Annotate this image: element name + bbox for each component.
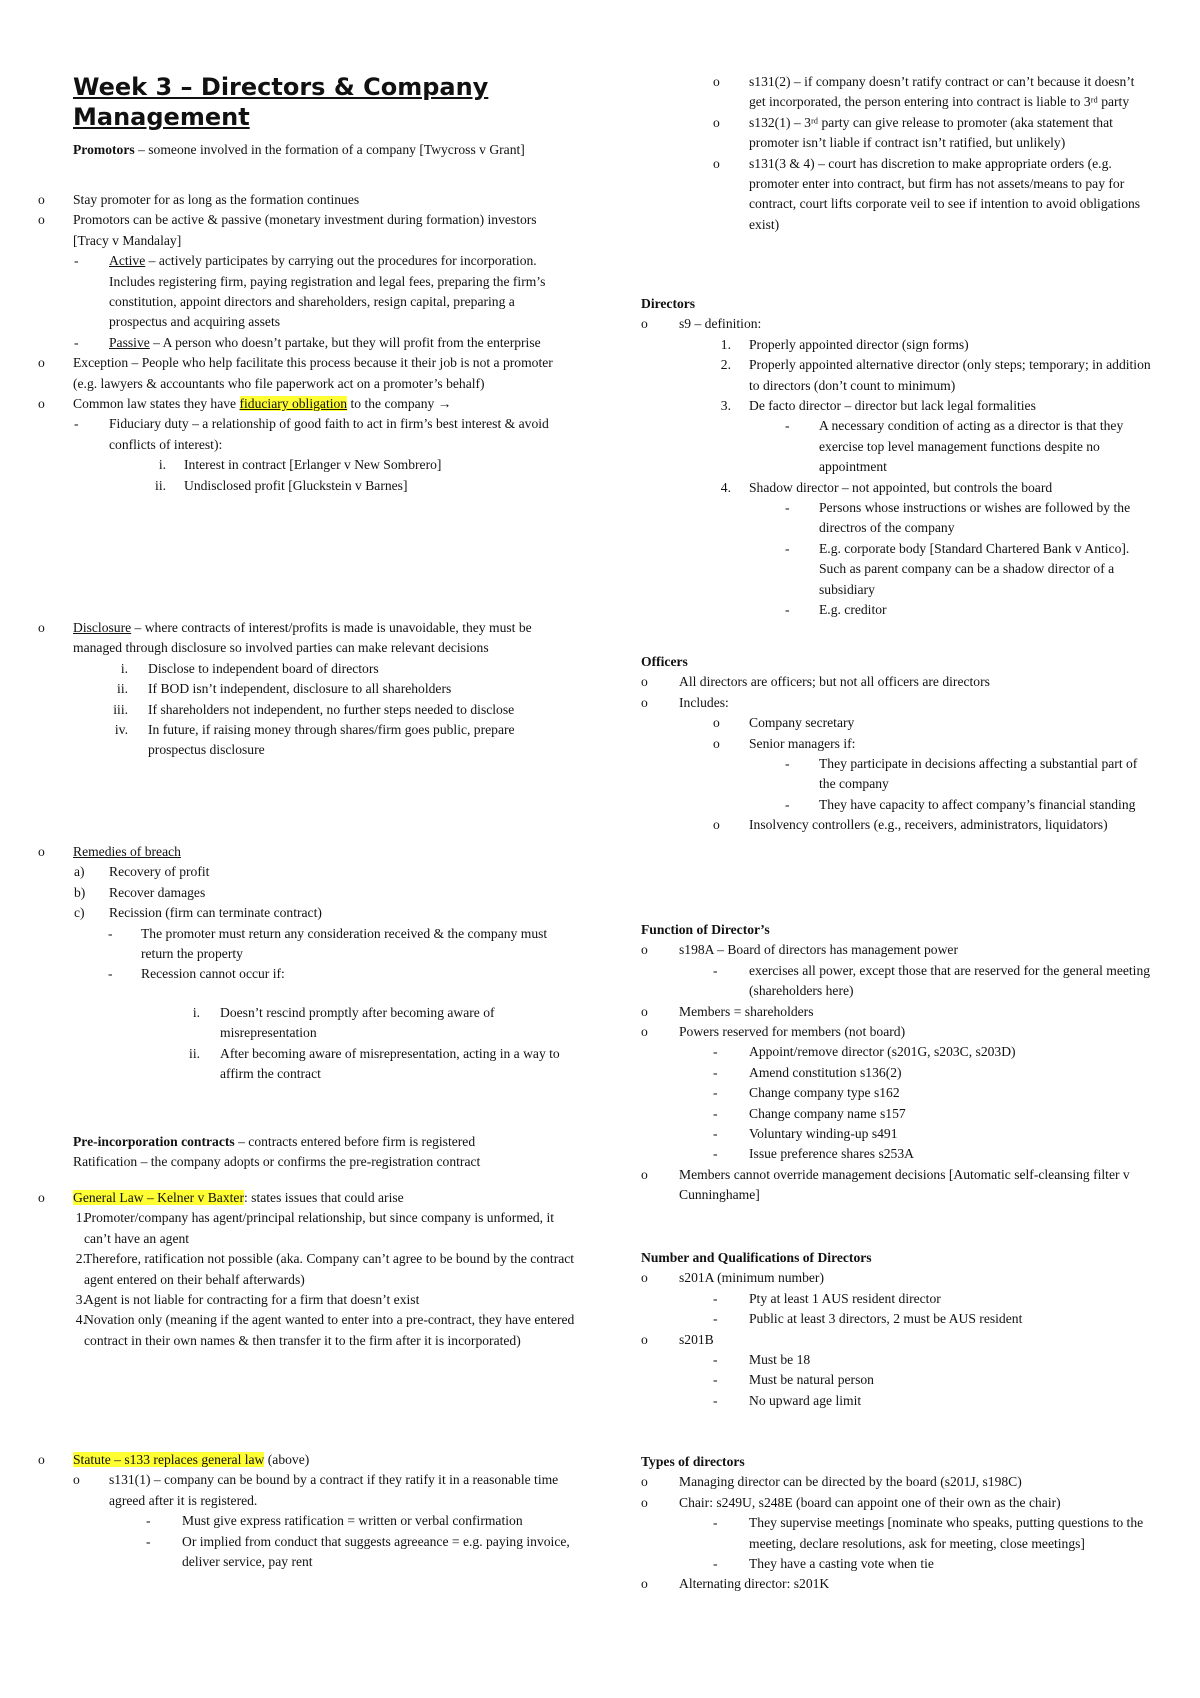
function-section [641,920,1151,1206]
dash-bullet-icon: - [74,253,79,269]
list-item: 2. Therefore, ratification not possible (aka. Company can’t agree to be bound by the contract agent entered on their behalf afterwards) [75,1251,575,1287]
circle-bullet-icon: o [713,114,720,130]
dash-bullet-icon: - [713,1290,718,1306]
circle-bullet-icon: o [641,1494,648,1510]
list-item: 3. Agent is not liable for contracting for a firm that doesn’t exist [75,1292,420,1308]
dash-bullet-icon: - [108,925,113,941]
statute-continued-list [641,72,1151,235]
list-item: o Members = shareholders [641,1002,1151,1022]
promotors-section [73,140,573,160]
directors-section [641,294,1151,621]
number-qualifications-list [641,1268,1151,1411]
circle-bullet-icon: o [38,355,45,371]
dash-bullet-icon: - [74,416,79,432]
dash-bullet-icon: - [146,1533,151,1549]
list-item: - exercises all power, except those that are reserved for the general meeting (shareholders here) [713,962,1151,999]
list-item: - They have a casting vote when tie [641,1554,1151,1574]
circle-bullet-icon: o [713,74,720,89]
circle-bullet-icon: o [38,396,45,412]
list-item: o General Law – Kelner v Baxter: states issues that could arise [0,1188,575,1208]
list-item: 4. Shadow director – not appointed, but controls the board [720,479,1053,495]
list-item: ii. After becoming aware of misrepresentation, acting in a way to affirm the contract [189,1045,560,1082]
list-item: o s201A (minimum number) [641,1268,1151,1288]
circle-bullet-icon: o [641,316,648,332]
list-item: - Voluntary winding-up s491 [641,1124,1151,1144]
list-item: o Disclosure – where contracts of interest/profits is made is unavoidable, they must be managed through disclosure so involved parties can make relevant decisions [38,620,532,656]
list-item: - Must be 18 [641,1350,1151,1370]
list-item: - Fiduciary duty – a relationship of good faith to act in firm’s best interest & avoid conflicts of interest): [74,416,549,452]
list-item: o Promotors can be active & passive (monetary investment during formation) investors [Tracy v Mandalay] [38,212,537,248]
officers-list [641,672,1151,835]
pre-incorporation-heading: Pre-incorporation contracts [73,1134,235,1149]
list-item: - The promoter must return any consideration received & the company must return the property [108,925,548,962]
list-item: - Passive – A person who doesn’t partake, but they will profit from the enterprise [0,333,575,353]
disclosure-list [0,618,575,761]
list-item: - Public at least 3 directors, 2 must be AUS resident [641,1309,1151,1329]
dash-bullet-icon: - [785,796,790,812]
list-item: o s131(1) – company can be bound by a contract if they ratify it in a reasonable time agreed after it is registered. [73,1472,559,1508]
dash-bullet-icon: - [713,1352,718,1368]
circle-bullet-icon: o [641,1474,648,1490]
list-item: - They participate in decisions affecting a substantial part of the company [785,756,1138,792]
list-item: 1. Promoter/company has agent/principal relationship, but since company is unformed, it can’t have an agent [75,1210,555,1246]
list-item: 3. De facto director – director but lack legal formalities [720,398,1036,414]
dash-bullet-icon: - [713,1372,718,1388]
list-item: iv. In future, if raising money through shares/firm goes public, prepare prospectus disclosure [114,722,515,758]
circle-bullet-icon: o [641,674,648,690]
list-item: - Issue preference shares s253A [641,1144,1151,1164]
list-item: - Change company type s162 [641,1083,1151,1103]
dash-bullet-icon: - [785,500,790,516]
list-item: - They supervise meetings [nominate who speaks, putting questions to the meeting, declare resolutions, ask for meeting, close meetings] [713,1515,1144,1551]
number-qualifications-section [641,1248,1151,1411]
circle-bullet-icon: o [713,817,720,833]
officers-heading: Officers [641,654,688,669]
list-item: i. Doesn’t rescind promptly after becoming aware of misrepresentation [192,1004,495,1041]
list-item: i. Interest in contract [Erlanger v New Sombrero] [158,457,442,473]
list-item: 2. Properly appointed alternative director (only steps; temporary; in addition to directors (don’t count to minimum) [720,357,1151,393]
types-section [641,1452,1151,1595]
list-item: o s201B [641,1330,1151,1350]
dash-bullet-icon: - [785,756,790,772]
list-item: o Members cannot override management decisions [Automatic self-cleansing filter v Cunninghame] [641,1166,1130,1203]
remedies-list [0,842,575,1084]
function-list [641,940,1151,1205]
circle-bullet-icon: o [713,715,720,731]
list-item: o s131(3 & 4) – court has discretion to make appropriate orders (e.g. promoter enter into contract, but firm has not assets/means to pay for contract, court lifts corporate veil to see if intention to avoid obligations exist) [713,155,1141,232]
number-qualifications-heading: Number and Qualifications of Directors [641,1250,872,1265]
list-item: o Company secretary [641,713,1151,733]
dash-bullet-icon: - [713,1556,718,1572]
list-item: - E.g. creditor [641,600,1151,620]
list-item: o Includes: [641,693,1151,713]
list-item: - Persons whose instructions or wishes are followed by the directros of the company [785,500,1131,536]
dash-bullet-icon: - [146,1513,151,1529]
list-item: c) Recission (firm can terminate contract) [74,905,322,921]
general-law-highlight: General Law – Kelner v Baxter [73,1190,244,1205]
list-item: o Common law states they have fiduciary obligation to the company → [0,394,575,414]
list-item: - Must give express ratification = written or verbal confirmation [0,1511,575,1531]
dash-bullet-icon: - [74,334,79,350]
general-law-list [0,1188,575,1351]
dash-bullet-icon: - [713,1515,718,1531]
ratification-text: Ratification – the company adopts or confirms the pre-registration contract [73,1154,481,1170]
circle-bullet-icon: o [73,1472,80,1488]
pre-incorporation-section: Pre-incorporation contracts – contracts entered before firm is registered Ratification – the company adopts or confirms the pre-registration contract [73,1132,573,1173]
dash-bullet-icon: - [713,1311,718,1327]
circle-bullet-icon: o [641,694,648,710]
list-item: o s198A – Board of directors has management power [641,940,1151,960]
dash-bullet-icon: - [713,1146,718,1162]
list-item: o Stay promoter for as long as the formation continues [0,190,575,210]
directors-list [641,314,1151,620]
directors-heading: Directors [641,296,696,311]
list-item: - Pty at least 1 AUS resident director [641,1289,1151,1309]
statute-highlight: Statute – s133 replaces general law [73,1452,265,1467]
circle-bullet-icon: o [641,1003,648,1019]
circle-bullet-icon: o [713,735,720,751]
list-item: iii. If shareholders not independent, no further steps needed to disclose [113,701,515,717]
dash-bullet-icon: - [713,1126,718,1142]
list-item: o s9 – definition: [641,314,1151,334]
list-item: - Change company name s157 [641,1104,1151,1124]
circle-bullet-icon: o [38,212,45,228]
circle-bullet-icon: o [641,1576,648,1592]
list-item: - They have capacity to affect company’s financial standing [641,795,1151,815]
dash-bullet-icon: - [785,540,790,556]
circle-bullet-icon: o [641,1024,648,1040]
circle-bullet-icon: o [38,844,45,859]
types-list [641,1472,1151,1594]
list-item: - Appoint/remove director (s201G, s203C, s203D) [641,1042,1151,1062]
dash-bullet-icon: - [713,1392,718,1408]
circle-bullet-icon: o [641,942,648,958]
dash-bullet-icon: - [108,966,113,982]
list-item: o Chair: s249U, s248E (board can appoint one of their own as the chair) [641,1493,1151,1513]
promotors-heading: Promotors [73,142,135,157]
dash-bullet-icon: - [713,1085,718,1101]
list-item: o Statute – s133 replaces general law (above) [0,1450,575,1470]
dash-bullet-icon: - [713,1105,718,1121]
list-item: - No upward age limit [641,1391,1151,1411]
list-item: - Amend constitution s136(2) [641,1063,1151,1083]
officers-section [641,652,1151,836]
list-item: ii. Undisclosed profit [Gluckstein v Barnes] [155,477,408,493]
list-item: ii. If BOD isn’t independent, disclosure to all shareholders [117,681,452,697]
dash-bullet-icon: - [713,1044,718,1060]
list-item: - A necessary condition of acting as a director is that they exercise top level management functions despite no appointment [785,418,1124,475]
page-title: Week 3 – Directors & Company Management [73,73,489,131]
list-item: 4. Novation only (meaning if the agent wanted to enter into a pre-contract, they have entered contract in their own names & then transfer it to the firm after it is incorporated) [75,1312,575,1348]
list-item: - Or implied from conduct that suggests agreeance = e.g. paying invoice, deliver service, pay rent [146,1533,570,1570]
circle-bullet-icon: o [641,1331,648,1347]
circle-bullet-icon: o [38,620,45,635]
circle-bullet-icon: o [641,1166,648,1182]
list-item: - E.g. corporate body [Standard Chartered Bank v Antico]. Such as parent company can be a shadow director of a subsidiary [785,540,1130,597]
list-item: o All directors are officers; but not all officers are directors [641,672,1151,692]
list-item: - Must be natural person [641,1370,1151,1390]
list-item: o Alternating director: s201K [641,1574,1151,1594]
list-item: o Senior managers if: [641,734,1151,754]
list-item: a) Recovery of profit [74,864,210,880]
statute-list [0,1450,575,1572]
fiduciary-highlight: fiduciary obligation [239,396,348,412]
circle-bullet-icon: o [641,1270,648,1286]
promotors-definition: – someone involved in the formation of a company [Twycross v Grant] [134,142,525,157]
list-item: o Managing director can be directed by the board (s201J, s198C) [641,1472,1151,1492]
list-item: b) Recover damages [74,884,206,900]
dash-bullet-icon: - [713,962,718,978]
list-item: o s132(1) – 3ʳᵈ party can give release to promoter (aka statement that promoter isn’t liable if contract isn’t ratified, but unlikely) [713,114,1113,151]
circle-bullet-icon: o [713,155,720,171]
list-item: - Active – actively participates by carrying out the procedures for incorporation. Includes registering firm, paying registration and legal fees, preparing the firm’s constitution, appoint directors and shareholders, resign capital, preparing a prospectus and acquiring assets [74,253,546,330]
list-item: o Insolvency controllers (e.g., receivers, administrators, liquidators) [641,815,1151,835]
list-item: o Exception – People who help facilitate this process because it their job is not a promoter (e.g. lawyers & accountants who file paperwork act on a promoter’s behalf) [38,355,553,391]
function-heading: Function of Director’s [641,922,770,937]
dash-bullet-icon: - [785,602,790,618]
list-item: 1. Properly appointed director (sign forms) [720,336,969,352]
list-item: o s131(2) – if company doesn’t ratify contract or can’t because it doesn’t get incorporated, the person entering into contract is liable to 3ʳᵈ party [713,74,1135,110]
types-heading: Types of directors [641,1454,745,1469]
list-item: i. Disclose to independent board of directors [120,660,379,676]
list-item: o Powers reserved for members (not board) [641,1022,1151,1042]
circle-bullet-icon: o [38,1452,45,1467]
promotors-list [0,190,575,496]
dash-bullet-icon: - [713,1064,718,1080]
dash-bullet-icon: - [785,418,790,434]
list-item: - Recession cannot occur if: [0,964,575,984]
circle-bullet-icon: o [38,1190,45,1205]
circle-bullet-icon: o [38,192,45,207]
list-item: o Remedies of breach [0,842,575,862]
